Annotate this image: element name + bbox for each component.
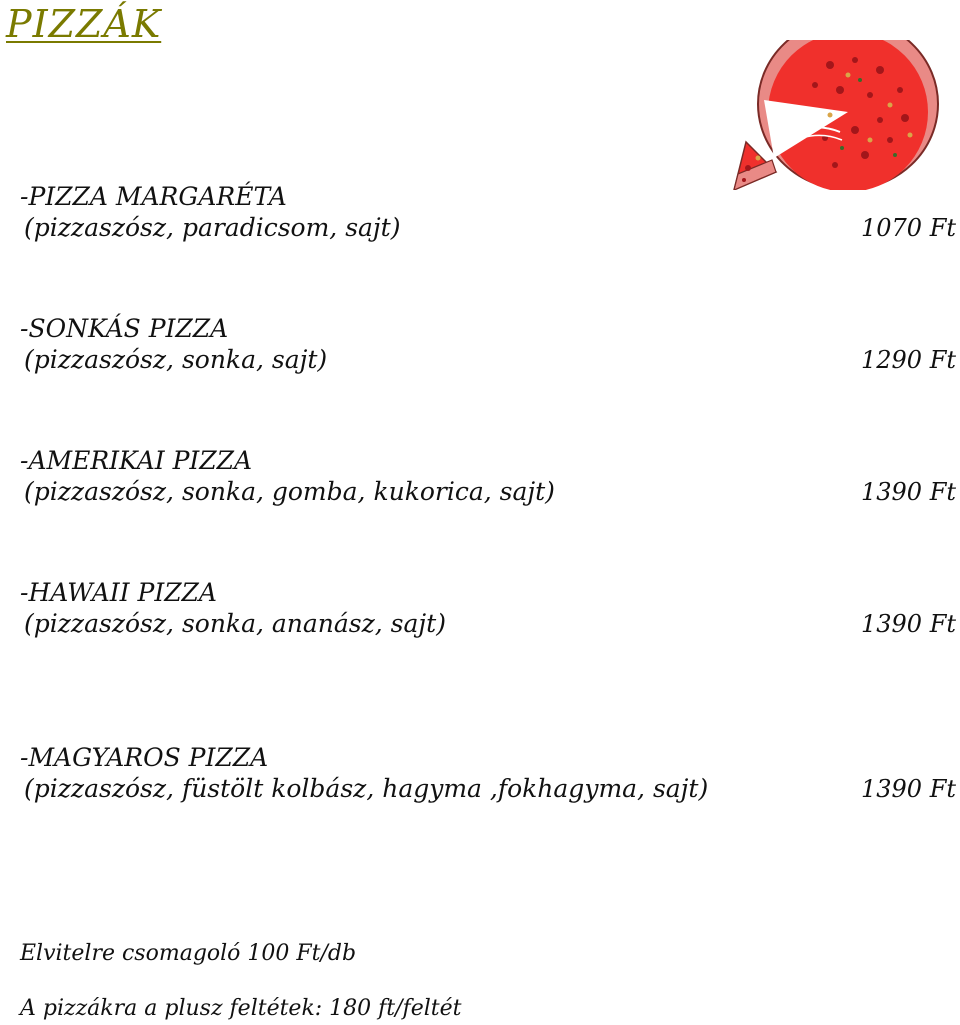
item-description: (pizzaszósz, füstölt kolbász, hagyma ,fokhagyma, sajt) (24, 774, 709, 803)
menu-item (20, 314, 956, 374)
item-description: (pizzaszósz, paradicsom, sajt) (24, 213, 401, 242)
packaging-note: Elvitelre csomagoló 100 Ft/db (20, 941, 357, 966)
item-price: 1390 Ft (860, 775, 956, 803)
page-title: PIZZÁK (6, 2, 162, 46)
pizza-illustration-icon (730, 40, 945, 190)
item-name: -MAGYAROS PIZZA (20, 743, 269, 772)
menu-item (20, 578, 956, 638)
menu-item (20, 182, 956, 242)
item-price: 1070 Ft (860, 214, 956, 242)
item-description: (pizzaszósz, sonka, ananász, sajt) (24, 609, 446, 638)
item-name: -PIZZA MARGARÉTA (20, 182, 287, 211)
item-price: 1290 Ft (860, 346, 956, 374)
item-name: -SONKÁS PIZZA (20, 314, 229, 343)
toppings-note: A pizzákra a plusz feltétek: 180 ft/feltét (20, 996, 462, 1021)
item-name: -AMERIKAI PIZZA (20, 446, 253, 475)
menu-item (20, 743, 956, 803)
item-name: -HAWAII PIZZA (20, 578, 217, 607)
item-price: 1390 Ft (860, 478, 956, 506)
item-description: (pizzaszósz, sonka, gomba, kukorica, sajt) (24, 477, 555, 506)
item-description: (pizzaszósz, sonka, sajt) (24, 345, 328, 374)
menu-item (20, 446, 956, 506)
item-price: 1390 Ft (860, 610, 956, 638)
